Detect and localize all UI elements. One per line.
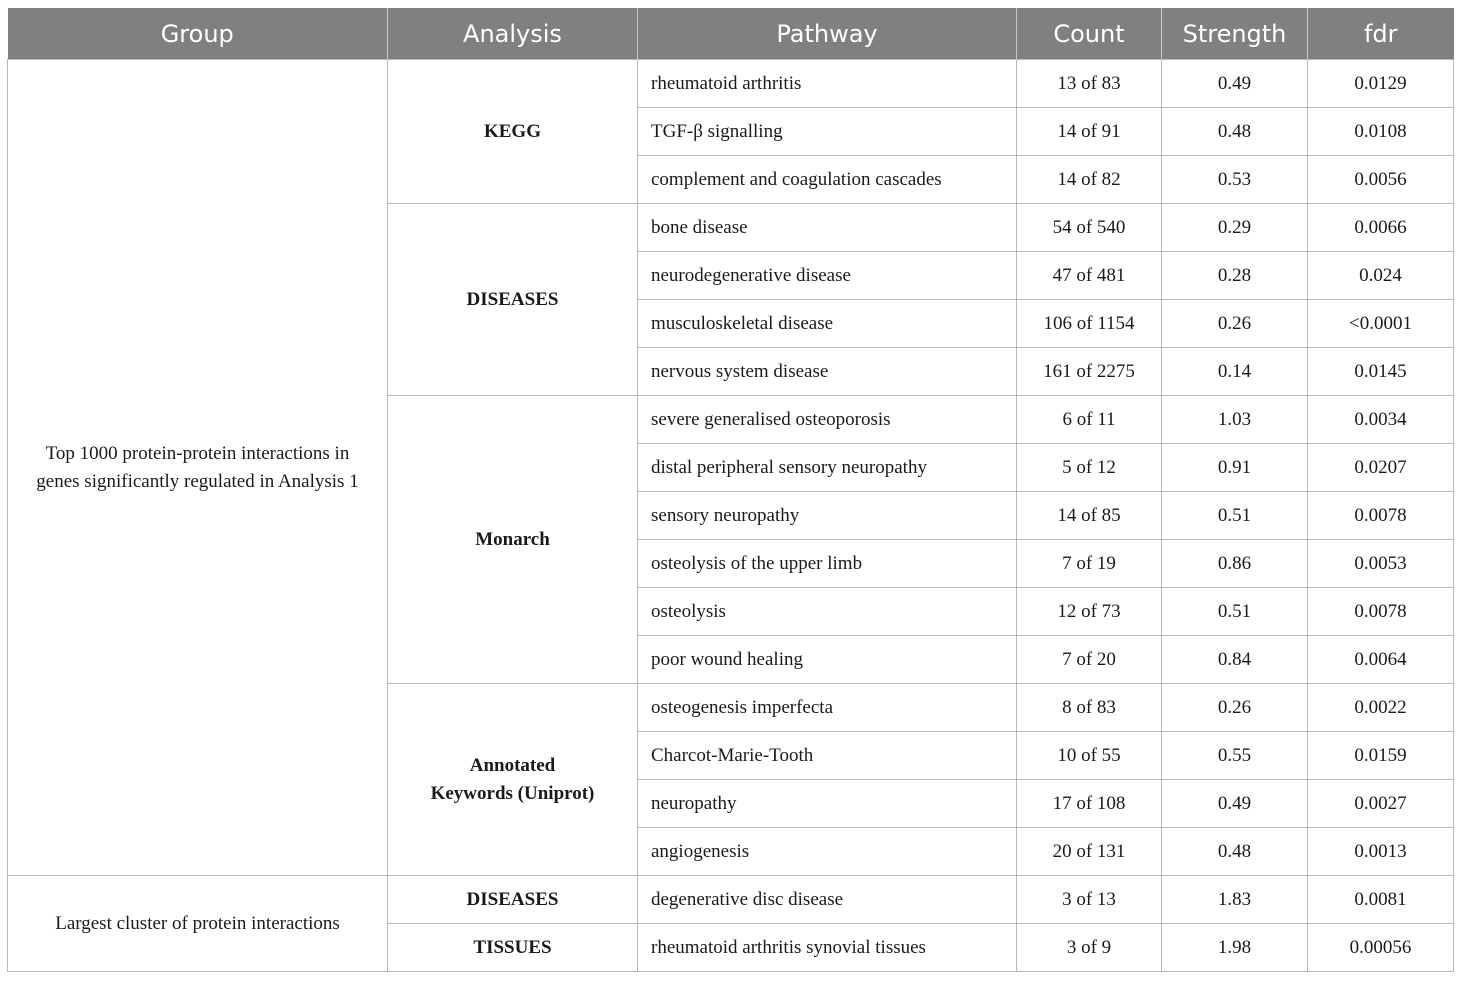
analysis-label-line: DISEASES: [466, 888, 559, 910]
strength-cell: 1.98: [1162, 924, 1308, 972]
analysis-label-line: Keywords (Uniprot): [430, 782, 595, 804]
header-analysis: Analysis: [388, 8, 638, 60]
strength-cell: 0.91: [1162, 444, 1308, 492]
group-label-line: genes significantly regulated in Analysis 1: [36, 470, 359, 492]
analysis-cell: [388, 204, 638, 396]
pathway-cell: rheumatoid arthritis: [638, 60, 1017, 108]
fdr-cell: <0.0001: [1308, 300, 1454, 348]
fdr-cell: 0.0078: [1308, 492, 1454, 540]
fdr-cell: 0.0053: [1308, 540, 1454, 588]
strength-cell: 0.51: [1162, 492, 1308, 540]
fdr-cell: 0.0108: [1308, 108, 1454, 156]
count-cell: 12 of 73: [1017, 588, 1162, 636]
table-container: [7, 8, 1454, 972]
strength-cell: 0.49: [1162, 60, 1308, 108]
strength-cell: 0.51: [1162, 588, 1308, 636]
fdr-cell: 0.0013: [1308, 828, 1454, 876]
strength-cell: 0.14: [1162, 348, 1308, 396]
count-cell: 10 of 55: [1017, 732, 1162, 780]
pathway-cell: poor wound healing: [638, 636, 1017, 684]
pathway-cell: neuropathy: [638, 780, 1017, 828]
analysis-label-line: Monarch: [475, 528, 550, 550]
strength-cell: 0.84: [1162, 636, 1308, 684]
fdr-cell: 0.0159: [1308, 732, 1454, 780]
analysis-cell: [388, 876, 638, 924]
pathway-cell: bone disease: [638, 204, 1017, 252]
count-cell: 7 of 20: [1017, 636, 1162, 684]
strength-cell: 0.28: [1162, 252, 1308, 300]
table-row: [8, 60, 1454, 108]
table-body: [8, 60, 1454, 972]
count-cell: 5 of 12: [1017, 444, 1162, 492]
enrichment-table: [7, 8, 1454, 972]
group-label-line: Largest cluster of protein interactions: [55, 912, 340, 934]
strength-cell: 0.53: [1162, 156, 1308, 204]
pathway-cell: nervous system disease: [638, 348, 1017, 396]
header-count: Count: [1017, 8, 1162, 60]
count-cell: 3 of 13: [1017, 876, 1162, 924]
analysis-cell: [388, 684, 638, 876]
count-cell: 47 of 481: [1017, 252, 1162, 300]
fdr-cell: 0.0027: [1308, 780, 1454, 828]
strength-cell: 0.48: [1162, 828, 1308, 876]
analysis-label-line: KEGG: [483, 120, 541, 142]
group-cell: [8, 876, 388, 972]
header-strength: Strength: [1162, 8, 1308, 60]
count-cell: 8 of 83: [1017, 684, 1162, 732]
pathway-cell: complement and coagulation cascades: [638, 156, 1017, 204]
analysis-cell: [388, 60, 638, 204]
strength-cell: 0.48: [1162, 108, 1308, 156]
count-cell: 106 of 1154: [1017, 300, 1162, 348]
count-cell: 14 of 85: [1017, 492, 1162, 540]
pathway-cell: sensory neuropathy: [638, 492, 1017, 540]
count-cell: 20 of 131: [1017, 828, 1162, 876]
strength-cell: 0.26: [1162, 300, 1308, 348]
table-header: [8, 8, 1454, 60]
count-cell: 3 of 9: [1017, 924, 1162, 972]
pathway-cell: severe generalised osteoporosis: [638, 396, 1017, 444]
count-cell: 14 of 82: [1017, 156, 1162, 204]
group-cell: [8, 60, 388, 876]
fdr-cell: 0.0129: [1308, 60, 1454, 108]
count-cell: 14 of 91: [1017, 108, 1162, 156]
analysis-cell: [388, 396, 638, 684]
pathway-cell: musculoskeletal disease: [638, 300, 1017, 348]
pathway-cell: osteogenesis imperfecta: [638, 684, 1017, 732]
strength-cell: 0.49: [1162, 780, 1308, 828]
strength-cell: 1.83: [1162, 876, 1308, 924]
count-cell: 17 of 108: [1017, 780, 1162, 828]
pathway-cell: osteolysis of the upper limb: [638, 540, 1017, 588]
pathway-cell: neurodegenerative disease: [638, 252, 1017, 300]
analysis-label-line: Annotated: [469, 754, 556, 776]
strength-cell: 0.55: [1162, 732, 1308, 780]
analysis-label-line: TISSUES: [473, 936, 552, 958]
fdr-cell: 0.0145: [1308, 348, 1454, 396]
fdr-cell: 0.0022: [1308, 684, 1454, 732]
header-row: [8, 8, 1454, 60]
pathway-cell: degenerative disc disease: [638, 876, 1017, 924]
table-row: [8, 876, 1454, 924]
strength-cell: 1.03: [1162, 396, 1308, 444]
strength-cell: 0.26: [1162, 684, 1308, 732]
count-cell: 54 of 540: [1017, 204, 1162, 252]
pathway-cell: distal peripheral sensory neuropathy: [638, 444, 1017, 492]
group-label-line: Top 1000 protein-protein interactions in: [45, 442, 350, 464]
analysis-label-line: DISEASES: [466, 288, 559, 310]
count-cell: 13 of 83: [1017, 60, 1162, 108]
header-group: Group: [8, 8, 388, 60]
pathway-cell: osteolysis: [638, 588, 1017, 636]
pathway-cell: rheumatoid arthritis synovial tissues: [638, 924, 1017, 972]
strength-cell: 0.29: [1162, 204, 1308, 252]
pathway-cell: TGF-β signalling: [638, 108, 1017, 156]
fdr-cell: 0.0064: [1308, 636, 1454, 684]
count-cell: 7 of 19: [1017, 540, 1162, 588]
fdr-cell: 0.024: [1308, 252, 1454, 300]
fdr-cell: 0.0207: [1308, 444, 1454, 492]
fdr-cell: 0.0081: [1308, 876, 1454, 924]
fdr-cell: 0.0056: [1308, 156, 1454, 204]
count-cell: 6 of 11: [1017, 396, 1162, 444]
pathway-cell: Charcot-Marie-Tooth: [638, 732, 1017, 780]
fdr-cell: 0.0034: [1308, 396, 1454, 444]
pathway-cell: angiogenesis: [638, 828, 1017, 876]
count-cell: 161 of 2275: [1017, 348, 1162, 396]
fdr-cell: 0.00056: [1308, 924, 1454, 972]
header-pathway: Pathway: [638, 8, 1017, 60]
fdr-cell: 0.0078: [1308, 588, 1454, 636]
strength-cell: 0.86: [1162, 540, 1308, 588]
analysis-cell: [388, 924, 638, 972]
fdr-cell: 0.0066: [1308, 204, 1454, 252]
header-fdr: fdr: [1308, 8, 1454, 60]
